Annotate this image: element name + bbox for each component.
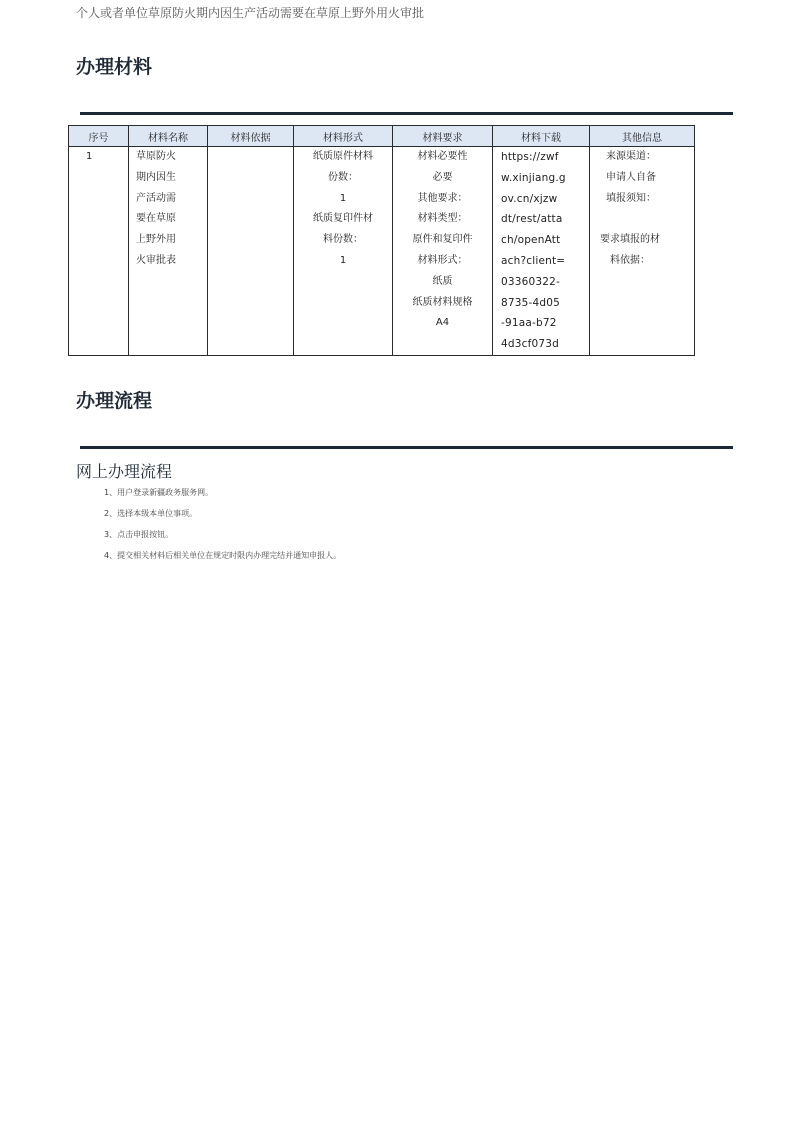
seq-value: 1 <box>86 151 93 162</box>
requirement-line: A4 <box>435 317 450 329</box>
cell-name <box>129 147 208 356</box>
process-heading: 办理流程 <box>76 390 153 412</box>
running-title: 个人或者单位草原防火期内因生产活动需要在草原上野外用火审批 <box>76 6 425 20</box>
other-line: 要求填报的材 <box>600 234 660 246</box>
form-line: 纸质原件材料 <box>313 151 373 162</box>
download-link-line[interactable]: ach?client= <box>501 254 566 267</box>
download-link-line[interactable]: 03360322- <box>501 275 561 288</box>
other-line: 料依据： <box>610 254 650 266</box>
materials-heading: 办理材料 <box>76 56 153 78</box>
requirement-line: 纸质 <box>432 275 453 287</box>
process-step: 1、用户登录新疆政务服务网。 <box>104 488 214 497</box>
table-row <box>69 147 695 356</box>
requirement-line: 材料必要性 <box>417 151 468 162</box>
download-link-line[interactable]: 8735-4d05 <box>501 296 561 309</box>
requirement-line: 原件和复印件 <box>412 234 473 246</box>
name-line: 火审批表 <box>136 254 176 266</box>
column-header-requirement: 材料要求 <box>393 126 493 147</box>
requirement-line: 纸质材料规格 <box>412 296 473 308</box>
requirement-line: 必要 <box>432 171 453 183</box>
download-link-line[interactable]: -91aa-b72 <box>501 317 557 330</box>
name-line: 产活动需 <box>136 192 176 204</box>
other-line: 来源渠道： <box>606 151 656 162</box>
column-header-seq: 序号 <box>69 126 129 147</box>
form-line: 料份数： <box>323 234 363 246</box>
cell-basis <box>208 147 294 356</box>
requirement-line: 材料形式： <box>417 254 468 266</box>
requirement-line: 其他要求： <box>417 192 468 204</box>
column-header-download: 材料下载 <box>493 126 590 147</box>
name-line: 上野外用 <box>136 234 176 246</box>
column-header-basis: 材料依据 <box>208 126 294 147</box>
cell-seq <box>69 147 129 356</box>
name-line: 期内因生 <box>136 171 176 183</box>
cell-download[interactable] <box>493 147 590 356</box>
column-header-form: 材料形式 <box>294 126 393 147</box>
download-link-line[interactable]: dt/rest/atta <box>501 213 563 226</box>
form-line: 1 <box>339 192 347 204</box>
process-step: 2、选择本级本单位事项。 <box>104 509 198 518</box>
download-link-line[interactable]: ov.cn/xjzw <box>501 192 558 205</box>
name-line: 草原防火 <box>136 151 176 162</box>
cell-form <box>294 147 393 356</box>
form-line: 1 <box>339 254 347 266</box>
download-link-line[interactable]: ch/openAtt <box>501 234 561 247</box>
process-step: 4、提交相关材料后相关单位在规定时限内办理完结并通知申报人。 <box>104 551 342 560</box>
materials-table <box>68 125 695 356</box>
download-link-line[interactable]: 4d3cf073d <box>501 338 560 351</box>
requirement-line: 材料类型： <box>417 213 468 225</box>
form-line: 纸质复印件材 <box>313 213 373 225</box>
other-line: 填报须知： <box>606 192 656 204</box>
cell-requirement <box>393 147 493 356</box>
column-header-name: 材料名称 <box>129 126 208 147</box>
other-line <box>590 209 694 230</box>
process-step: 3、点击申报按钮。 <box>104 530 174 539</box>
form-line: 份数： <box>328 171 358 183</box>
process-divider <box>80 446 733 449</box>
cell-other <box>590 147 695 356</box>
materials-divider <box>80 112 733 115</box>
name-line: 要在草原 <box>136 213 176 225</box>
download-link-line[interactable]: w.xinjiang.g <box>501 171 566 184</box>
other-line: 申请人自备 <box>606 171 656 183</box>
online-process-heading: 网上办理流程 <box>76 462 173 481</box>
table-header-row <box>69 126 695 147</box>
column-header-other: 其他信息 <box>590 126 695 147</box>
download-link-line[interactable]: https://zwf <box>501 151 559 163</box>
